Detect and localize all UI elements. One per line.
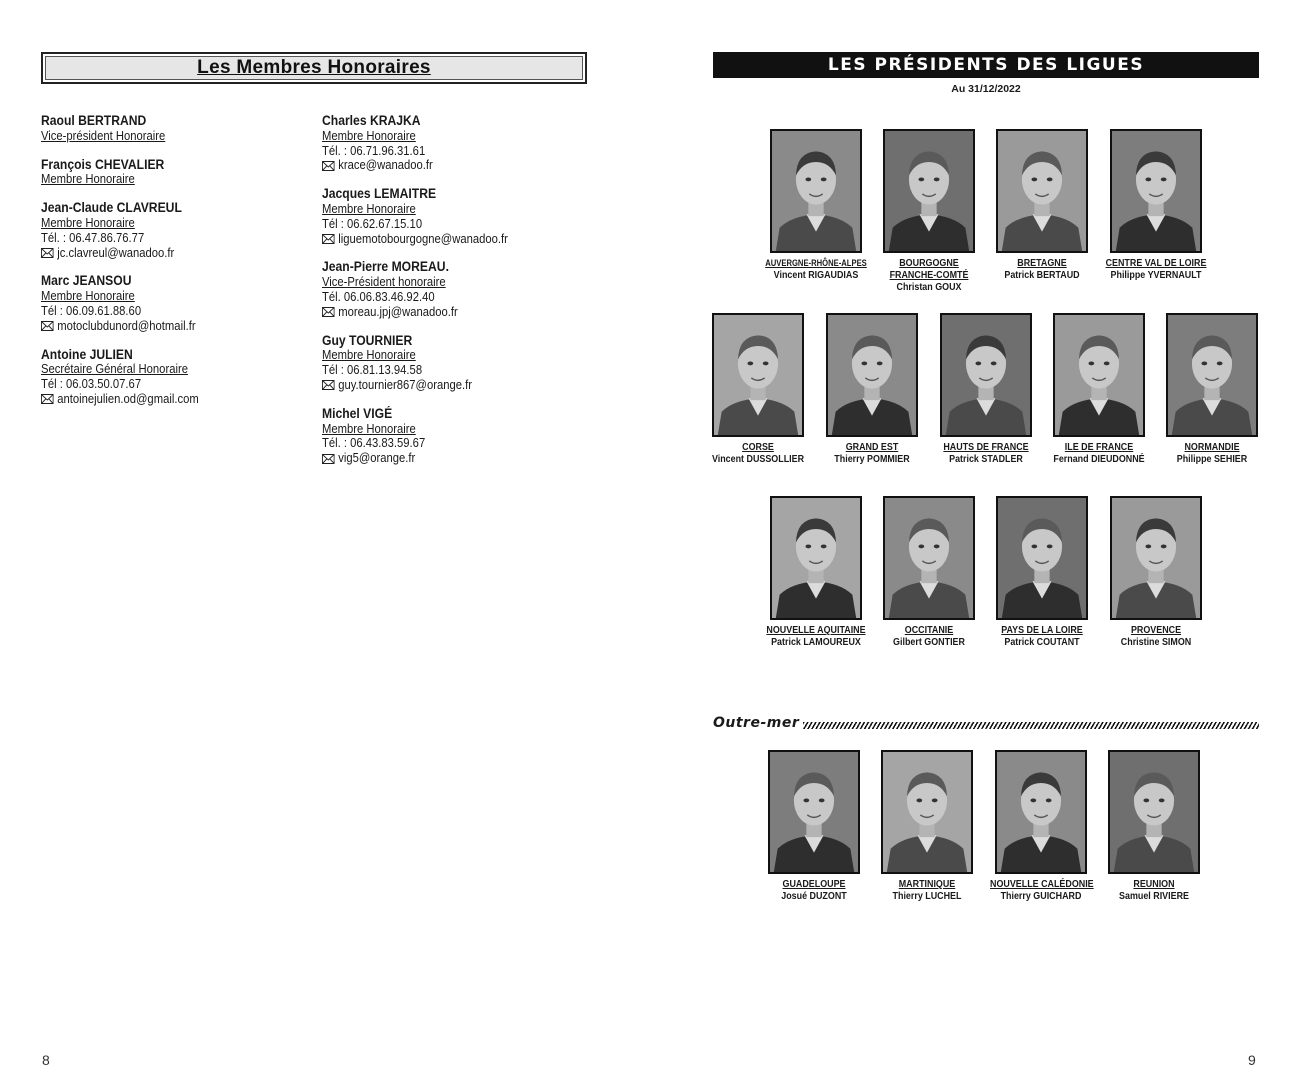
portrait-photo (996, 129, 1088, 253)
portrait-silhouette (885, 498, 973, 618)
member-email-row (322, 158, 592, 173)
portrait-photo (768, 750, 860, 874)
member-role: Vice-Président honoraire (322, 275, 446, 290)
president-name: Patrick COUTANT (1004, 636, 1080, 648)
portrait-silhouette (997, 752, 1085, 872)
member-role: Secrétaire Général Honoraire (41, 362, 188, 377)
member-phone: Tél. : 06.47.86.76.77 (41, 230, 145, 245)
member-email[interactable]: moreau.jpj@wanadoo.fr (338, 304, 458, 319)
region-name: CORSE (742, 441, 774, 453)
portrait-photo (995, 750, 1087, 874)
member-role: Membre Honoraire (41, 215, 135, 230)
portrait-photo (883, 129, 975, 253)
president-name: Philippe SEHIER (1176, 453, 1248, 465)
member-entry (322, 407, 592, 466)
portrait-silhouette (1055, 315, 1143, 435)
president-card (1152, 313, 1272, 465)
member-name: Jacques LEMAITRE (322, 186, 437, 202)
member-role: Membre Honoraire (41, 172, 135, 187)
region-name: NOUVELLE AQUITAINE (766, 624, 866, 636)
member-phone: Tél : 06.03.50.07.67 (41, 377, 142, 392)
member-email-row (41, 392, 275, 407)
member-email-row (322, 232, 592, 247)
member-entry (41, 201, 275, 260)
envelope-icon (322, 380, 335, 390)
portrait-photo (1110, 496, 1202, 620)
member-entry (322, 334, 592, 393)
president-name: Vincent DUSSOLLIER (711, 453, 805, 465)
member-entry (41, 158, 275, 188)
region-name: PROVENCE (1130, 624, 1182, 636)
region-name: CENTRE VAL DE LOIRE (1105, 257, 1207, 269)
outremer-separator (713, 713, 1259, 733)
portrait-photo (883, 496, 975, 620)
portrait-photo (940, 313, 1032, 437)
president-name: Patrick BERTAUD (1004, 269, 1080, 281)
region-name: REUNION (1133, 878, 1175, 890)
envelope-icon (322, 161, 335, 171)
region-name: BRETAGNE (1017, 257, 1067, 269)
president-card (982, 496, 1102, 648)
president-card (869, 496, 989, 648)
portrait-photo (1166, 313, 1258, 437)
member-email[interactable]: guy.tournier867@orange.fr (338, 377, 473, 392)
member-email[interactable]: jc.clavreul@wanadoo.fr (57, 245, 175, 260)
member-name: Guy TOURNIER (322, 332, 413, 348)
members-column-1 (41, 114, 301, 421)
member-email-row (322, 378, 592, 393)
date-note: Au 31/12/2022 (951, 83, 1021, 95)
portrait-silhouette (942, 315, 1030, 435)
president-name: Christine SIMON (1120, 636, 1192, 648)
president-card (982, 129, 1102, 281)
president-card (756, 496, 876, 648)
member-email-row (41, 319, 275, 334)
region-name: AUVERGNE-RHÔNE-ALPES (765, 258, 867, 268)
portrait-silhouette (1112, 131, 1200, 251)
member-entry (322, 114, 592, 173)
portrait-silhouette (770, 752, 858, 872)
envelope-icon (41, 394, 54, 404)
president-name: Thierry GUICHARD (1000, 890, 1082, 902)
envelope-icon (41, 248, 54, 258)
president-name: Josué DUZONT (781, 890, 847, 902)
portrait-photo (712, 313, 804, 437)
president-name: Vincent RIGAUDIAS (773, 269, 859, 281)
president-name: Samuel RIVIERE (1119, 890, 1189, 902)
portrait-photo (770, 496, 862, 620)
portrait-silhouette (998, 498, 1086, 618)
region-name: HAUTS DE FRANCE (943, 441, 1029, 453)
member-email[interactable]: krace@wanadoo.fr (338, 158, 433, 173)
member-email[interactable]: antoinejulien.od@gmail.com (57, 391, 199, 406)
president-card (812, 313, 932, 465)
member-email-row (41, 246, 275, 261)
portrait-silhouette (772, 131, 860, 251)
page-number-left: 8 (42, 1052, 50, 1068)
president-card (981, 750, 1101, 902)
member-role: Membre Honoraire (322, 128, 416, 143)
president-card (1096, 496, 1216, 648)
member-entry (41, 274, 275, 333)
president-card (1096, 129, 1216, 281)
member-name: Antoine JULIEN (41, 346, 133, 362)
member-name: François CHEVALIER (41, 156, 165, 172)
member-email-row (322, 451, 592, 466)
region-name: GUADELOUPE (782, 878, 846, 890)
president-card (754, 750, 874, 902)
member-role: Vice-président Honoraire (41, 128, 166, 143)
portrait-silhouette (998, 131, 1086, 251)
portrait-photo (770, 129, 862, 253)
member-name: Raoul BERTRAND (41, 113, 147, 128)
member-phone: Tél : 06.62.67.15.10 (322, 216, 423, 231)
portrait-photo (996, 496, 1088, 620)
member-phone: Tél. 06.06.83.46.92.40 (322, 289, 435, 304)
region-name: GRAND EST (845, 441, 899, 453)
region-name-line-2: FRANCHE-COMTÉ (889, 269, 969, 281)
portrait-silhouette (714, 315, 802, 435)
portrait-silhouette (772, 498, 860, 618)
portrait-silhouette (1110, 752, 1198, 872)
envelope-icon (322, 454, 335, 464)
member-name: Jean-Claude CLAVREUL (41, 200, 182, 216)
member-role: Membre Honoraire (322, 348, 416, 363)
hatched-rule (803, 722, 1259, 729)
president-card (698, 313, 818, 465)
presidents-title-banner: LES PRÉSIDENTS DES LIGUES (713, 52, 1259, 78)
member-email[interactable]: motoclubdunord@hotmail.fr (57, 318, 196, 333)
envelope-icon (322, 234, 335, 244)
president-name: Patrick STADLER (949, 453, 1023, 465)
member-entry (322, 260, 592, 319)
portrait-photo (1110, 129, 1202, 253)
member-name: Marc JEANSOU (41, 273, 132, 289)
president-name: Thierry LUCHEL (892, 890, 962, 902)
portrait-silhouette (1112, 498, 1200, 618)
region-name: ILE DE FRANCE (1064, 441, 1134, 453)
region-name: NORMANDIE (1184, 441, 1240, 453)
president-name: Gilbert GONTIER (893, 636, 965, 648)
page-number-right: 9 (1248, 1052, 1256, 1068)
honorary-members-title-box (41, 52, 587, 84)
portrait-photo (1053, 313, 1145, 437)
president-name: Fernand DIEUDONNÉ (1053, 453, 1145, 465)
member-role: Membre Honoraire (322, 421, 416, 436)
portrait-silhouette (883, 752, 971, 872)
member-role: Membre Honoraire (41, 289, 135, 304)
member-entry (41, 348, 275, 407)
member-email[interactable]: liguemotobourgogne@wanadoo.fr (338, 231, 508, 246)
region-name: MARTINIQUE (898, 878, 956, 890)
president-name: Thierry POMMIER (834, 453, 910, 465)
president-name: Philippe YVERNAULT (1110, 269, 1202, 281)
member-entry (41, 114, 275, 144)
envelope-icon (41, 321, 54, 331)
page-title: Les Membres Honoraires (197, 57, 431, 78)
president-card (1094, 750, 1214, 902)
portrait-silhouette (828, 315, 916, 435)
member-role: Membre Honoraire (322, 201, 416, 216)
member-email-row (322, 305, 592, 320)
member-phone: Tél : 06.81.13.94.58 (322, 363, 423, 378)
president-name: Christan GOUX (896, 281, 962, 293)
region-name: BOURGOGNE (899, 257, 959, 269)
president-card (1039, 313, 1159, 465)
member-email[interactable]: vig5@orange.fr (338, 451, 416, 466)
portrait-silhouette (1168, 315, 1256, 435)
portrait-photo (826, 313, 918, 437)
president-card (869, 129, 989, 293)
portrait-photo (1108, 750, 1200, 874)
member-phone: Tél. : 06.43.83.59.67 (322, 436, 426, 451)
member-name: Charles KRAJKA (322, 113, 421, 128)
member-phone: Tél. : 06.71.96.31.61 (322, 143, 426, 158)
members-column-2 (322, 114, 622, 480)
president-card (867, 750, 987, 902)
region-name: OCCITANIE (904, 624, 954, 636)
region-name: PAYS DE LA LOIRE (1001, 624, 1083, 636)
outremer-label: Outre-mer (713, 715, 800, 731)
president-name: Patrick LAMOUREUX (771, 636, 861, 648)
president-card (926, 313, 1046, 465)
envelope-icon (322, 307, 335, 317)
region-name: NOUVELLE CALÉDONIE (990, 878, 1094, 890)
portrait-silhouette (885, 131, 973, 251)
president-card (756, 129, 876, 281)
portrait-photo (881, 750, 973, 874)
member-phone: Tél : 06.09.61.88.60 (41, 303, 142, 318)
member-name: Jean-Pierre MOREAU. (322, 259, 449, 275)
member-entry (322, 187, 592, 246)
member-name: Michel VIGÉ (322, 405, 393, 421)
